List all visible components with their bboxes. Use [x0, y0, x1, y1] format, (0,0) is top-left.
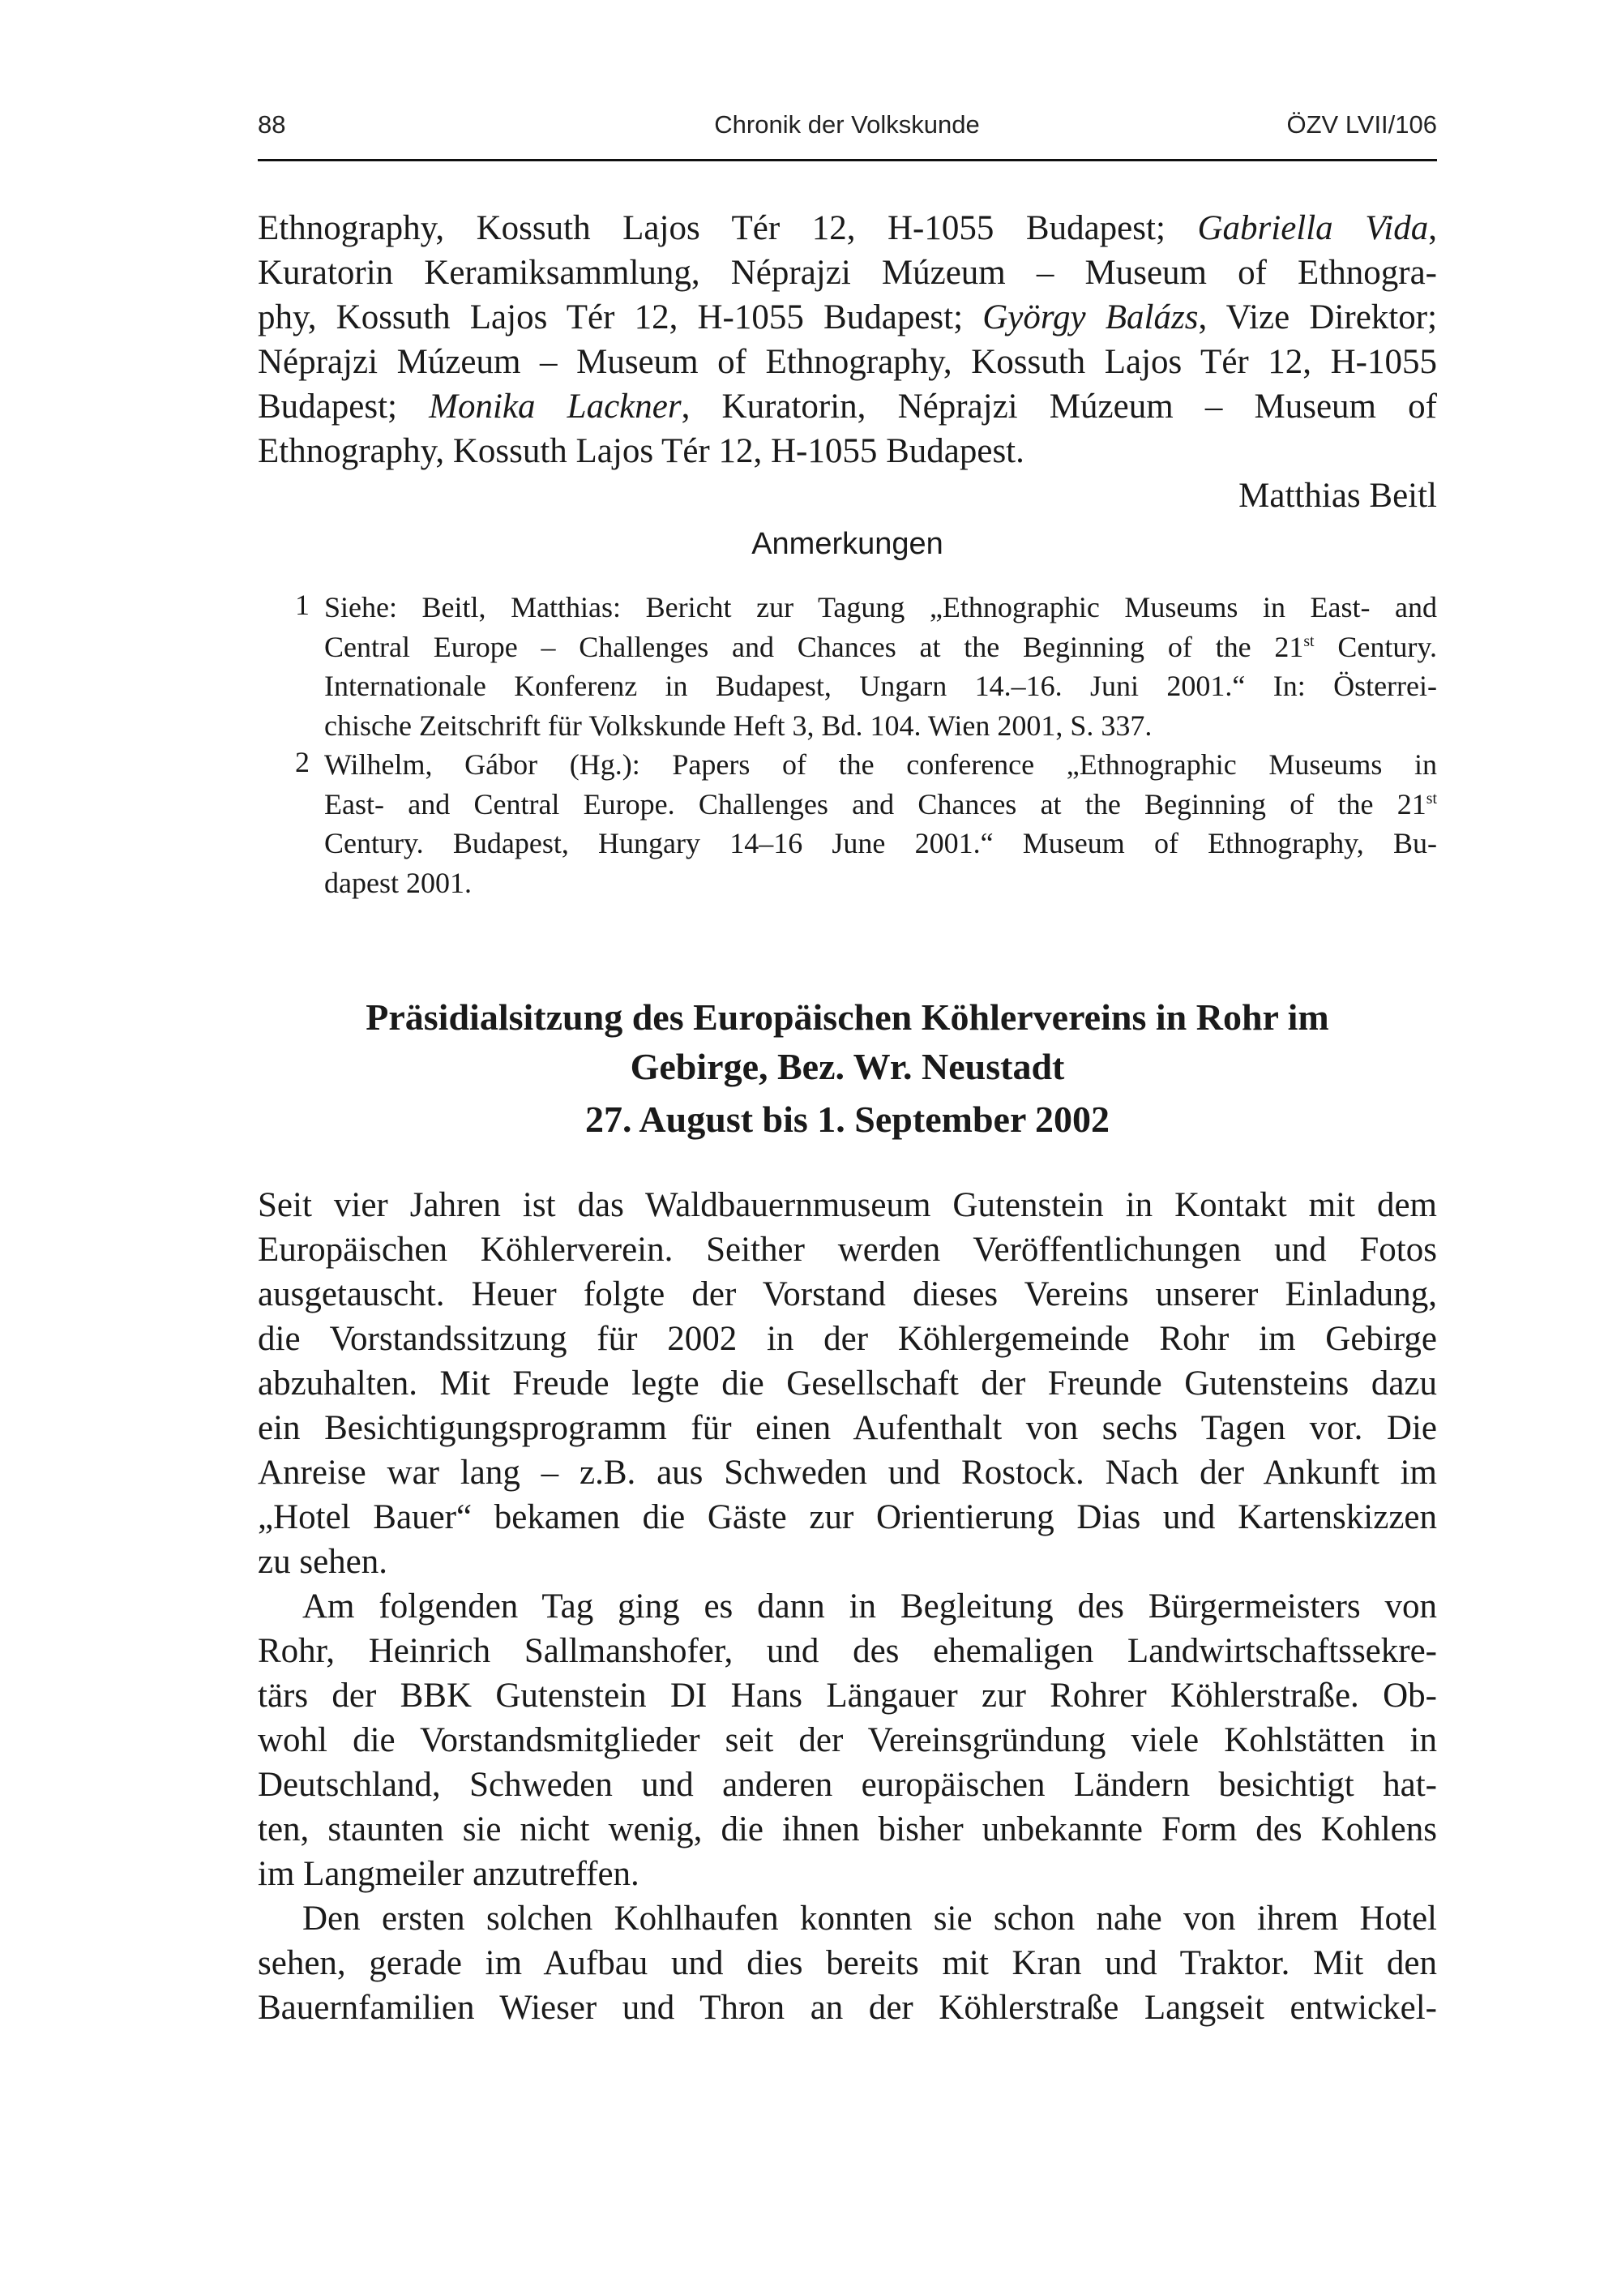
- text-line: phy, Kossuth Lajos Tér 12, H-1055 Budapest; György Balázs, Vize Direktor;: [258, 298, 1438, 336]
- article-title: [258, 992, 1437, 1144]
- running-title: Chronik der Volkskunde: [714, 110, 980, 139]
- header-rule: [258, 159, 1437, 161]
- paragraph: [258, 1896, 1437, 2030]
- title-line: Präsidialsitzung des Europäischen Köhlervereins in Rohr im: [366, 996, 1329, 1038]
- text-line: Deutschland, Schweden und anderen europäischen Ländern besichtigt hat-: [258, 1766, 1437, 1804]
- text-line: Ethnography, Kossuth Lajos Tér 12, H-1055 Budapest.: [258, 432, 1024, 470]
- article-body: [258, 1183, 1437, 2030]
- text-line: Den ersten solchen Kohlhaufen konnten sie schon nahe von ihrem Hotel: [302, 1900, 1437, 1938]
- text-line: ein Besichtigungsprogramm für einen Aufenthalt von sechs Tagen vor. Die: [258, 1409, 1437, 1447]
- footnote-line: Siehe: Beitl, Matthias: Bericht zur Tagung „Ethnographic Museums in East- and: [324, 591, 1437, 623]
- text-line: die Vorstandssitzung für 2002 in der Köhlergemeinde Rohr im Gebirge: [258, 1320, 1437, 1358]
- footnote-line: Wilhelm, Gábor (Hg.): Papers of the conference „Ethnographic Museums in: [324, 748, 1437, 781]
- person-name: Monika Lackner: [429, 388, 682, 426]
- text-line: abzuhalten. Mit Freude legte die Gesellschaft der Freunde Gutensteins dazu: [258, 1364, 1437, 1403]
- journal-issue: ÖZV LVII/106: [1286, 110, 1437, 139]
- text-line: Am folgenden Tag ging es dann in Begleitung des Bürgermeisters von: [302, 1587, 1437, 1626]
- title-line: Gebirge, Bez. Wr. Neustadt: [630, 1046, 1065, 1087]
- footnote-line: Century. Budapest, Hungary 14–16 June 2001.“ Museum of Ethnography, Bu-: [324, 827, 1437, 859]
- text-line: Kuratorin Keramiksammlung, Néprajzi Múzeum – Museum of Ethnogra-: [258, 254, 1437, 292]
- text-line: „Hotel Bauer“ bekamen die Gäste zur Orientierung Dias und Kartenskizzen: [258, 1498, 1437, 1536]
- notes-heading: Anmerkungen: [751, 527, 943, 561]
- page-number: 88: [258, 110, 286, 139]
- text-line: Rohr, Heinrich Sallmanshofer, und des ehemaligen Landwirtschaftssekre-: [258, 1632, 1437, 1670]
- text-line: Seit vier Jahren ist das Waldbauernmuseum Gutenstein in Kontakt mit dem: [258, 1186, 1437, 1224]
- footnote: [258, 588, 1437, 745]
- text-line: ausgetauscht. Heuer folgte der Vorstand dieses Vereins unserer Einladung,: [258, 1275, 1437, 1313]
- footnote-line: Central Europe – Challenges and Chances at the Beginning of the 21st Century.: [324, 630, 1437, 663]
- text-line: zu sehen.: [258, 1543, 387, 1581]
- paragraph: [258, 1584, 1437, 1896]
- footnote-line: dapest 2001.: [324, 866, 472, 899]
- superscript: st: [1426, 789, 1437, 807]
- text-line: ten, staunten sie nicht wenig, die ihnen bisher unbekannte Form des Kohlens: [258, 1810, 1437, 1848]
- text-line: Budapest; Monika Lackner, Kuratorin, Néprajzi Múzeum – Museum of: [258, 388, 1437, 426]
- text-line: sehen, gerade im Aufbau und dies bereits mit Kran und Traktor. Mit den: [258, 1944, 1437, 1982]
- footnote-number: 1: [295, 589, 310, 621]
- footnotes: [258, 588, 1437, 902]
- text-line: wohl die Vorstandsmitglieder seit der Vereinsgründung viele Kohlstätten in: [258, 1721, 1437, 1759]
- person-name: György Balázs: [982, 298, 1199, 336]
- text-line: Ethnography, Kossuth Lajos Tér 12, H-1055 Budapest; Gabriella Vida,: [258, 209, 1438, 247]
- signature: Matthias Beitl: [1238, 477, 1437, 515]
- footnote-line: chische Zeitschrift für Volkskunde Heft 3, Bd. 104. Wien 2001, S. 337.: [324, 709, 1153, 742]
- text-line: Europäischen Köhlerverein. Seither werden Veröffentlichungen und Fotos: [258, 1231, 1437, 1269]
- footnote-line: East- and Central Europe. Challenges and Chances at the Beginning of the 21st: [324, 787, 1437, 820]
- person-name: Gabriella Vida: [1197, 209, 1429, 247]
- paragraph: [258, 1183, 1437, 1584]
- text-line: tärs der BBK Gutenstein DI Hans Längauer zur Rohrer Köhlerstraße. Ob-: [258, 1677, 1437, 1715]
- text-line: im Langmeiler anzutreffen.: [258, 1855, 639, 1893]
- text-line: Anreise war lang – z.B. aus Schweden und Rostock. Nach der Ankunft im: [258, 1454, 1437, 1492]
- footnote: [258, 745, 1437, 902]
- intro-paragraph: [258, 206, 1437, 473]
- title-line: 27. August bis 1. September 2002: [584, 1099, 1110, 1140]
- footnote-number: 2: [295, 746, 310, 778]
- superscript: st: [1303, 632, 1315, 650]
- text-line: Néprajzi Múzeum – Museum of Ethnography, Kossuth Lajos Tér 12, H-1055: [258, 343, 1437, 381]
- text-line: Bauernfamilien Wieser und Thron an der Köhlerstraße Langseit entwickel-: [258, 1989, 1437, 2027]
- footnote-line: Internationale Konferenz in Budapest, Ungarn 14.–16. Juni 2001.“ In: Österrei-: [324, 670, 1437, 702]
